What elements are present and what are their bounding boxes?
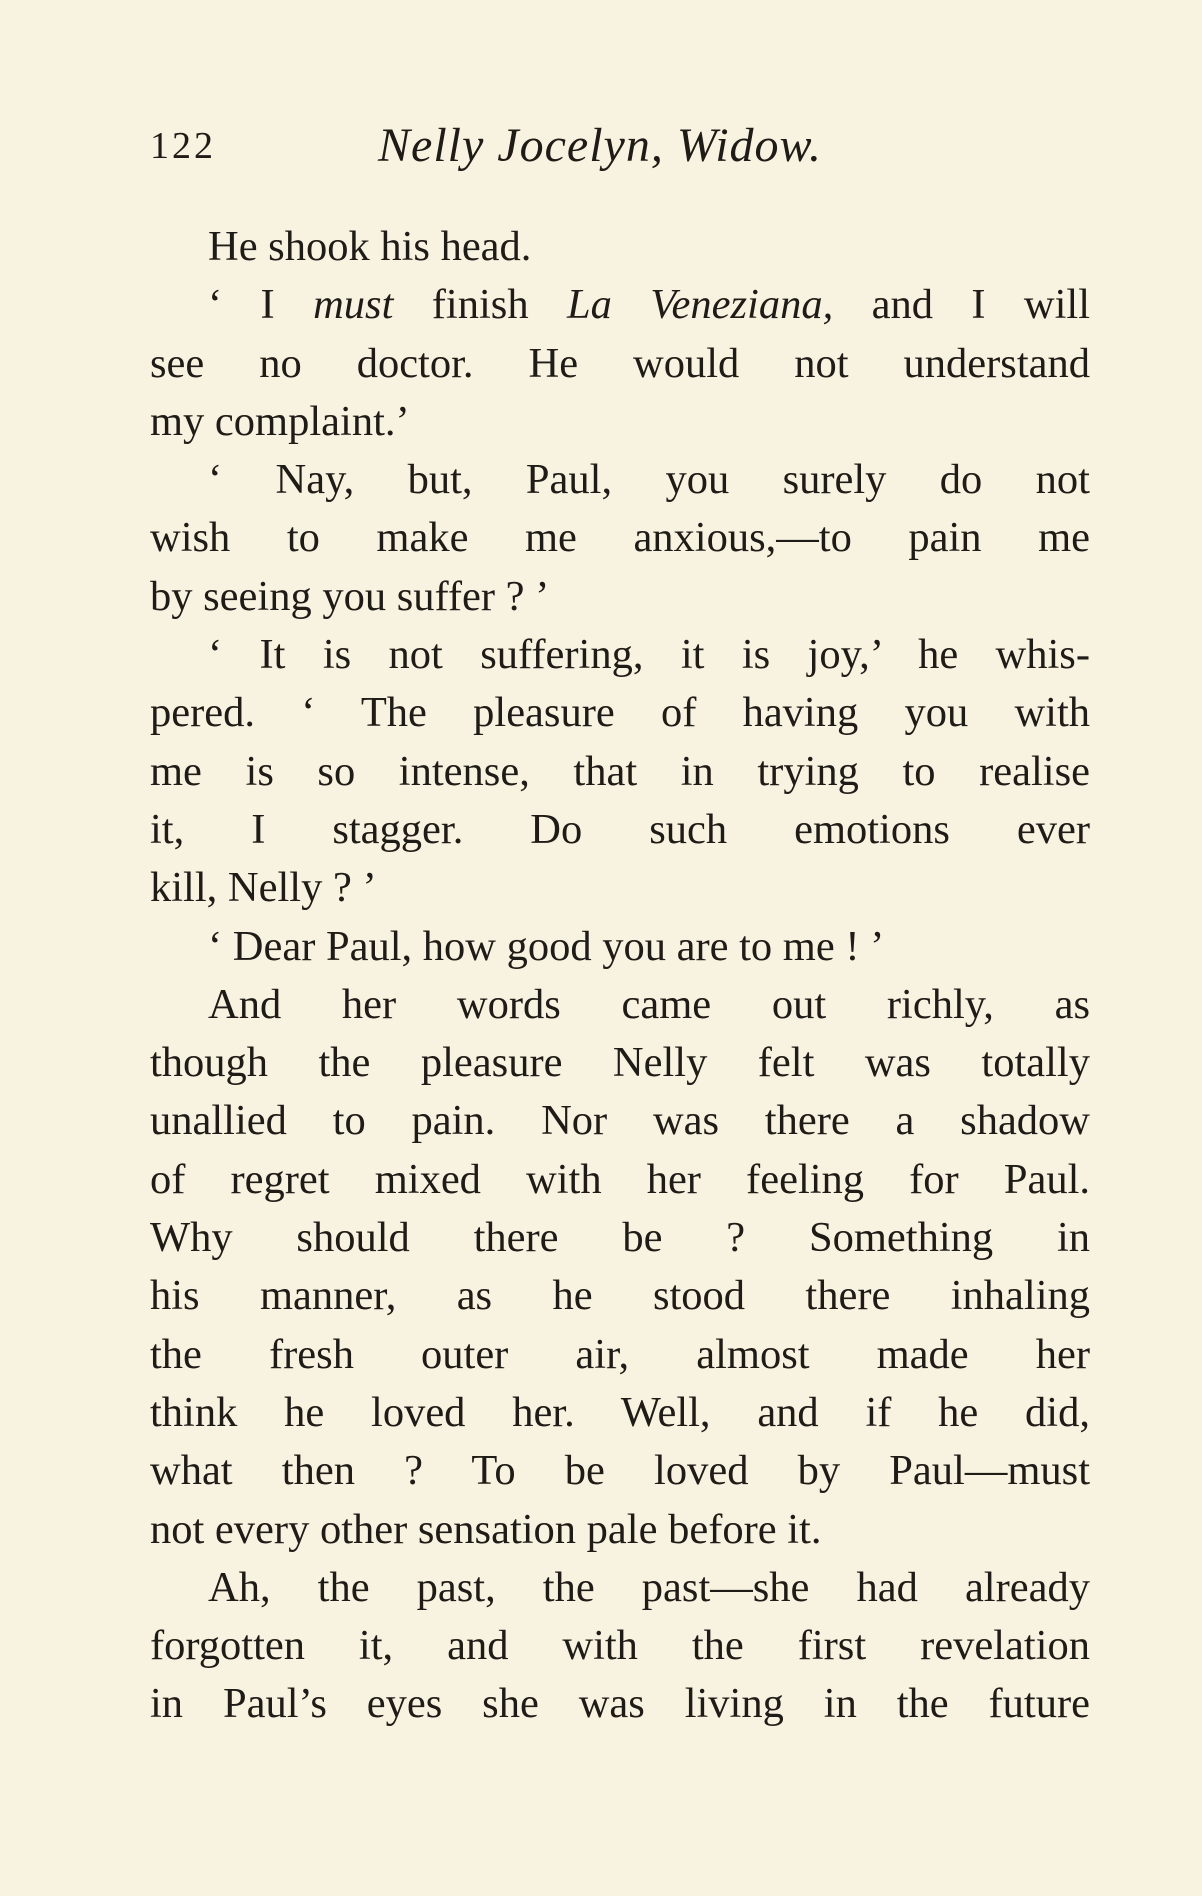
- text-line: [150, 276, 1090, 334]
- text-line: the fresh outer air, almost made her: [150, 1330, 1090, 1378]
- book-title: Nelly Jocelyn, Widow.: [378, 119, 822, 172]
- text-span: ‘ I: [208, 281, 314, 329]
- text-line: it, I stagger. Do such emotions ever: [150, 805, 1090, 853]
- text-line: of regret mixed with her feeling for Paul.: [150, 1155, 1090, 1203]
- italic-text: must: [313, 281, 394, 329]
- text-line: by seeing you suffer ? ’: [150, 572, 550, 620]
- text-line: Ah, the past, the past—she had already: [208, 1563, 1090, 1611]
- text-line: kill, Nelly ? ’: [150, 864, 377, 912]
- text-line: Why should there be ? Something in: [150, 1214, 1090, 1262]
- text-line: unallied to pain. Nor was there a shadow: [150, 1097, 1090, 1145]
- text-line: his manner, as he stood there inhaling: [150, 1272, 1090, 1320]
- text-line: ‘ Nay, but, Paul, you surely do not: [208, 456, 1090, 504]
- text-line: And her words came out richly, as: [208, 980, 1090, 1028]
- italic-text: La Veneziana,: [566, 281, 834, 329]
- text-line: see no doctor. He would not understand: [150, 339, 1090, 387]
- page-number: 122: [150, 125, 216, 167]
- text-line: forgotten it, and with the first revelation: [150, 1622, 1090, 1670]
- text-line: not every other sensation pale before it.: [150, 1505, 822, 1553]
- text-line: think he loved her. Well, and if he did,: [150, 1388, 1090, 1436]
- text-line: my complaint.’: [150, 397, 410, 445]
- text-line: pered. ‘ The pleasure of having you with: [150, 689, 1090, 737]
- text-line: He shook his head.: [208, 223, 532, 270]
- text-line: what then ? To be loved by Paul—must: [150, 1447, 1090, 1495]
- running-head: [150, 118, 1090, 178]
- text-line: though the pleasure Nelly felt was totally: [150, 1039, 1090, 1087]
- text-line: me is so intense, that in trying to realise: [150, 747, 1090, 795]
- text-line: ‘ Dear Paul, how good you are to me ! ’: [208, 922, 885, 970]
- text-line: ‘ It is not suffering, it is joy,’ he whis-: [208, 631, 1090, 679]
- text-line: wish to make me anxious,—to pain me: [150, 514, 1090, 562]
- text-span: and I will: [833, 281, 1091, 329]
- text-span: finish: [393, 281, 567, 329]
- body-text: [150, 218, 1090, 1734]
- text-line: in Paul’s eyes she was living in the future: [150, 1680, 1090, 1728]
